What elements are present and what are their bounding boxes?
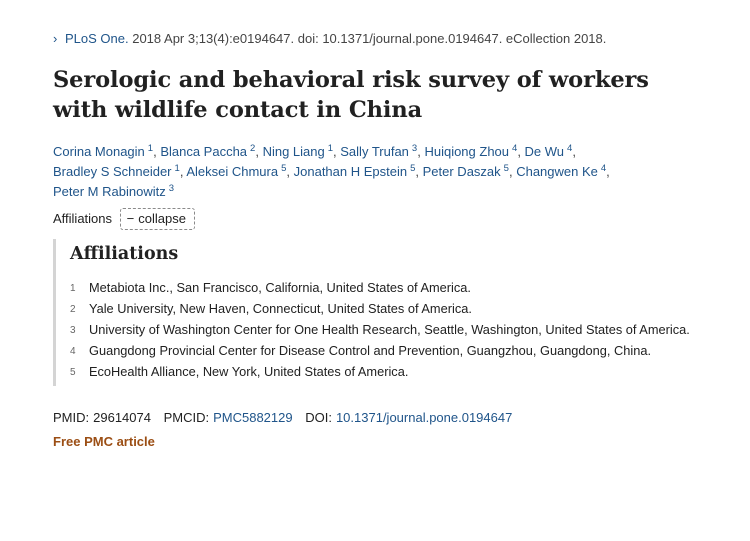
author-affiliation-number[interactable]: 2 <box>250 143 256 154</box>
affiliation-item <box>70 277 703 298</box>
author-link[interactable] <box>516 164 606 179</box>
author-name: Peter Daszak <box>422 164 501 179</box>
affiliation-item <box>70 361 703 382</box>
affiliation-number: 5 <box>70 367 76 378</box>
affiliation-text: EcoHealth Alliance, New York, United States of America. <box>89 364 409 379</box>
pmid-label: PMID: <box>53 410 90 425</box>
author-link[interactable] <box>53 184 174 199</box>
identifiers-row <box>53 408 703 428</box>
author-name: Changwen Ke <box>516 164 598 179</box>
affiliations-toggle-row <box>53 208 703 230</box>
author-link[interactable] <box>424 144 517 159</box>
affiliation-text: University of Washington Center for One Health Research, Seattle, Washington, United States of America. <box>89 322 690 337</box>
author-link[interactable] <box>340 144 417 159</box>
article-header <box>53 30 703 452</box>
author-link[interactable] <box>53 164 180 179</box>
author-affiliation-number[interactable]: 5 <box>281 163 287 174</box>
author-affiliation-number[interactable]: 1 <box>327 143 334 154</box>
authors-list: Corina Monagin $^1$, Blanca Paccha $^2$, Ning Liang $^1$, Sally Trufan $^3$, Huiqiong Zhou $^4$, De Wu $^4$, Bradley S Schneider $^1$, Aleksei Chmura $^5$, Jonathan H Epstein $^5$, Peter Daszak $^5$, Changwen Ke $^4$, Peter M Rabinowitz $^3$ <box>53 143 610 199</box>
author-affiliation-number[interactable]: 1 <box>174 163 180 174</box>
pmid-value: 29614074 <box>93 410 151 425</box>
doi-label: DOI: <box>305 410 332 425</box>
affiliation-number: 1 <box>70 283 76 294</box>
minus-icon: − <box>126 211 135 226</box>
journal-link[interactable]: PLoS One. <box>65 31 129 46</box>
author-name: Peter M Rabinowitz <box>53 184 166 199</box>
author-link[interactable] <box>263 144 333 159</box>
author-affiliation-number[interactable]: 1 <box>147 143 154 154</box>
affiliation-number: 3 <box>70 325 76 336</box>
affiliations-collapse-button[interactable] <box>120 208 195 230</box>
collapse-label: collapse <box>138 211 186 226</box>
author-name: Bradley S Schneider <box>53 164 172 179</box>
author-link[interactable] <box>423 164 509 179</box>
affiliations-heading: Affiliations <box>70 244 179 264</box>
author-affiliation-number[interactable]: 4 <box>567 143 573 154</box>
author-name: Corina Monagin <box>53 144 145 159</box>
affiliation-item <box>70 298 703 319</box>
affiliations-panel <box>53 239 703 386</box>
author-link[interactable] <box>186 164 286 179</box>
citation-line <box>53 30 703 48</box>
citation-details: 2018 Apr 3;13(4):e0194647. doi: 10.1371/journal.pone.0194647. eCollection 2018. <box>128 31 607 46</box>
affiliation-number: 2 <box>70 304 76 315</box>
author-name: Jonathan H Epstein <box>293 164 408 179</box>
affiliation-number: 4 <box>70 346 76 357</box>
author-affiliation-number[interactable]: 5 <box>503 163 509 174</box>
affiliations-label: Affiliations <box>53 211 113 226</box>
pmcid-label: PMCID: <box>163 410 210 425</box>
author-link[interactable] <box>294 164 416 179</box>
doi-link[interactable]: 10.1371/journal.pone.0194647 <box>335 410 513 425</box>
author-name: Ning Liang <box>262 144 325 159</box>
author-affiliation-number[interactable]: 3 <box>168 183 175 194</box>
author-name: Blanca Paccha <box>160 144 248 159</box>
affiliation-item <box>70 340 703 361</box>
free-pmc-article-link[interactable]: Free PMC article <box>53 434 155 449</box>
author-name: Huiqiong Zhou <box>424 144 510 159</box>
affiliations-list <box>70 277 703 382</box>
affiliation-item <box>70 319 703 340</box>
author-name: Sally Trufan <box>340 144 409 159</box>
author-link[interactable] <box>525 144 573 159</box>
author-name: De Wu <box>524 144 565 159</box>
affiliation-text: Guangdong Provincial Center for Disease Control and Prevention, Guangzhou, Guangdong, China. <box>89 343 651 358</box>
author-affiliation-number[interactable]: 5 <box>410 163 416 174</box>
author-link[interactable] <box>160 144 255 159</box>
pmcid-link[interactable]: PMC5882129 <box>213 410 293 425</box>
author-affiliation-number[interactable]: 4 <box>600 163 607 174</box>
author-name: Aleksei Chmura <box>186 164 279 179</box>
author-affiliation-number[interactable]: 4 <box>512 143 518 154</box>
affiliation-text: Yale University, New Haven, Connecticut, United States of America. <box>89 301 472 316</box>
author-affiliation-number[interactable]: 3 <box>411 143 418 154</box>
affiliation-text: Metabiota Inc., San Francisco, California, United States of America. <box>89 280 471 295</box>
author-link[interactable] <box>53 144 153 159</box>
chevron-right-icon[interactable]: › <box>53 31 58 46</box>
article-title: Serologic and behavioral risk survey of workers with wildlife contact in China <box>53 67 649 123</box>
